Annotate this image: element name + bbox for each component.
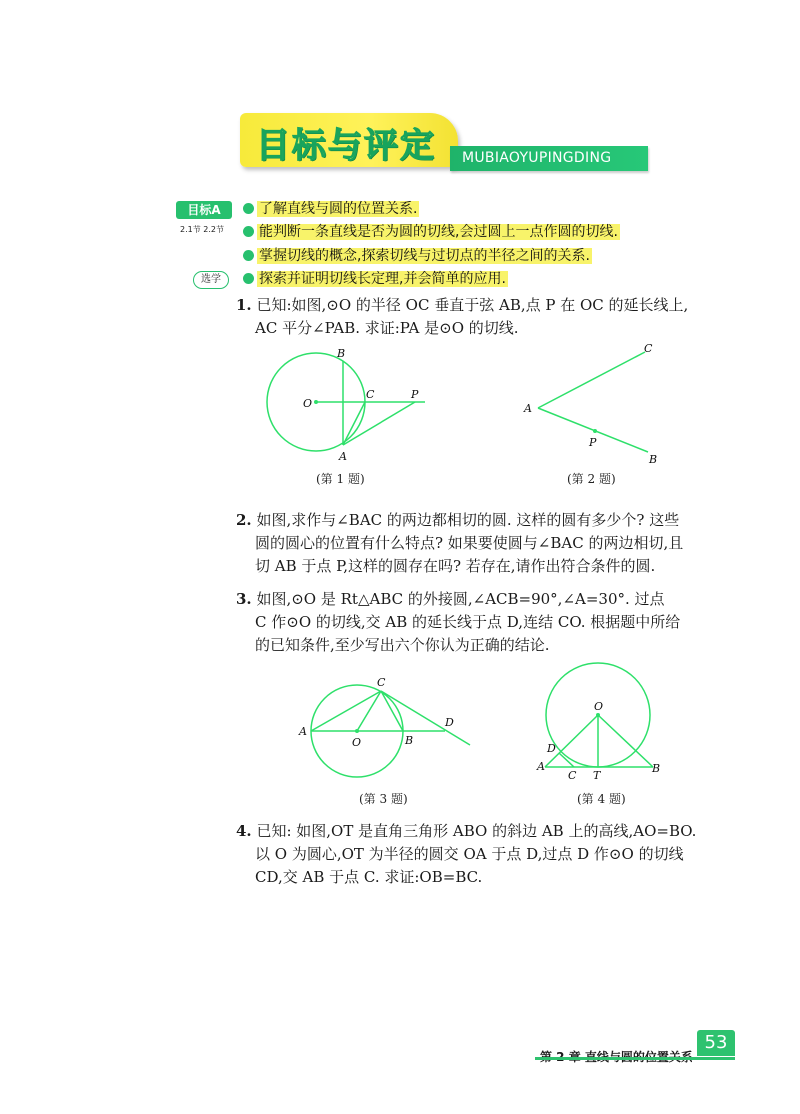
ray-ac [538,352,645,408]
goal-item: 了解直线与圆的位置关系. [243,199,419,219]
label-a: A [524,402,532,415]
problem-line: 如图,求作与∠BAC 的两边都相切的圆. 这样的圆有多少个? 这些 [256,511,680,529]
problem-line: 的已知条件,至少写出六个你认为正确的结论. [255,636,550,654]
problem-2 [236,509,706,578]
problem-1 [236,294,706,340]
bullet-dot-icon [243,226,254,237]
problem-number: 3. [236,590,252,608]
label-b: B [405,734,414,747]
problem-line: 切 AB 于点 P,这样的圆存在吗? 若存在,请作出符合条件的圆. [255,557,656,575]
figure-3-diagram [295,672,480,790]
label-o: O [303,397,313,410]
problem-line: 已知: 如图,OT 是直角三角形 ABO 的斜边 AB 上的高线,AO=BO. [256,822,697,840]
goal-item: 能判断一条直线是否为圆的切线,会过圆上一点作圆的切线. [243,222,620,242]
label-b: B [649,453,658,465]
figure-4-caption: (第 4 题) [577,792,626,806]
elective-badge: 选学 [193,271,229,289]
center-dot [314,400,318,404]
problem-number: 2. [236,511,252,529]
figure-2-caption: (第 2 题) [567,472,616,486]
problem-line: 以 O 为圆心,OT 为半径的圆交 OA 于点 D,过点 D 作⊙O 的切线 [255,845,684,863]
footer-rule [535,1057,735,1060]
label-t: T [593,769,601,782]
problem-4 [236,820,706,889]
figure-2-diagram [520,340,670,465]
tangent-cd [381,691,470,745]
label-p: P [411,388,419,401]
bullet-dot-icon [243,203,254,214]
figure-3-caption: (第 3 题) [359,792,408,806]
label-p: P [589,436,597,449]
segment-ac [311,691,381,731]
page-number: 53 [697,1030,735,1056]
label-d: D [445,716,454,729]
problem-3 [236,588,706,657]
label-c: C [644,342,653,355]
label-a: A [339,450,347,463]
problem-line: AC 平分∠PAB. 求证:PA 是⊙O 的切线. [255,319,519,337]
label-o: O [352,736,362,749]
target-a-badge: 目标A [176,201,232,219]
section-subtitle: MUBIAOYUPINGDING [462,150,612,166]
problem-line: 已知:如图,⊙O 的半径 OC 垂直于弦 AB,点 P 在 OC 的延长线上, [256,296,689,314]
label-o: O [594,700,604,713]
problem-line: CD,交 AB 于点 C. 求证:OB=BC. [255,868,483,886]
figure-1-diagram [260,345,440,470]
figure-1-caption: (第 1 题) [316,472,365,486]
label-b: B [337,347,346,360]
label-a: A [299,725,307,738]
problem-line: C 作⊙O 的切线,交 AB 的延长线于点 D,连结 CO. 根据题中所给 [255,613,681,631]
goal-item: 掌握切线的概念,探索切线与过切点的半径之间的关系. [243,246,592,266]
problem-number: 4. [236,822,252,840]
label-c: C [568,769,577,782]
center-dot [596,713,600,717]
center-dot [355,729,359,733]
label-c: C [366,388,375,401]
section-reference: 2.1节 2.2节 [180,225,224,234]
bullet-dot-icon [243,273,254,284]
label-b: B [652,762,661,775]
label-c: C [377,676,386,689]
section-title: 目标与评定 [256,126,436,166]
problem-number: 1. [236,296,252,314]
point-p-dot [593,429,597,433]
figure-4-diagram [530,660,670,785]
goal-item: 探索并证明切线长定理,并会简单的应用. [243,269,508,289]
bullet-dot-icon [243,250,254,261]
problem-line: 如图,⊙O 是 Rt△ABC 的外接圆,∠ACB=90°,∠A=30°. 过点 [256,590,665,608]
problem-line: 圆的圆心的位置有什么特点? 如果要使圆与∠BAC 的两边相切,且 [255,534,684,552]
label-d: D [547,742,556,755]
label-a: A [537,760,545,773]
